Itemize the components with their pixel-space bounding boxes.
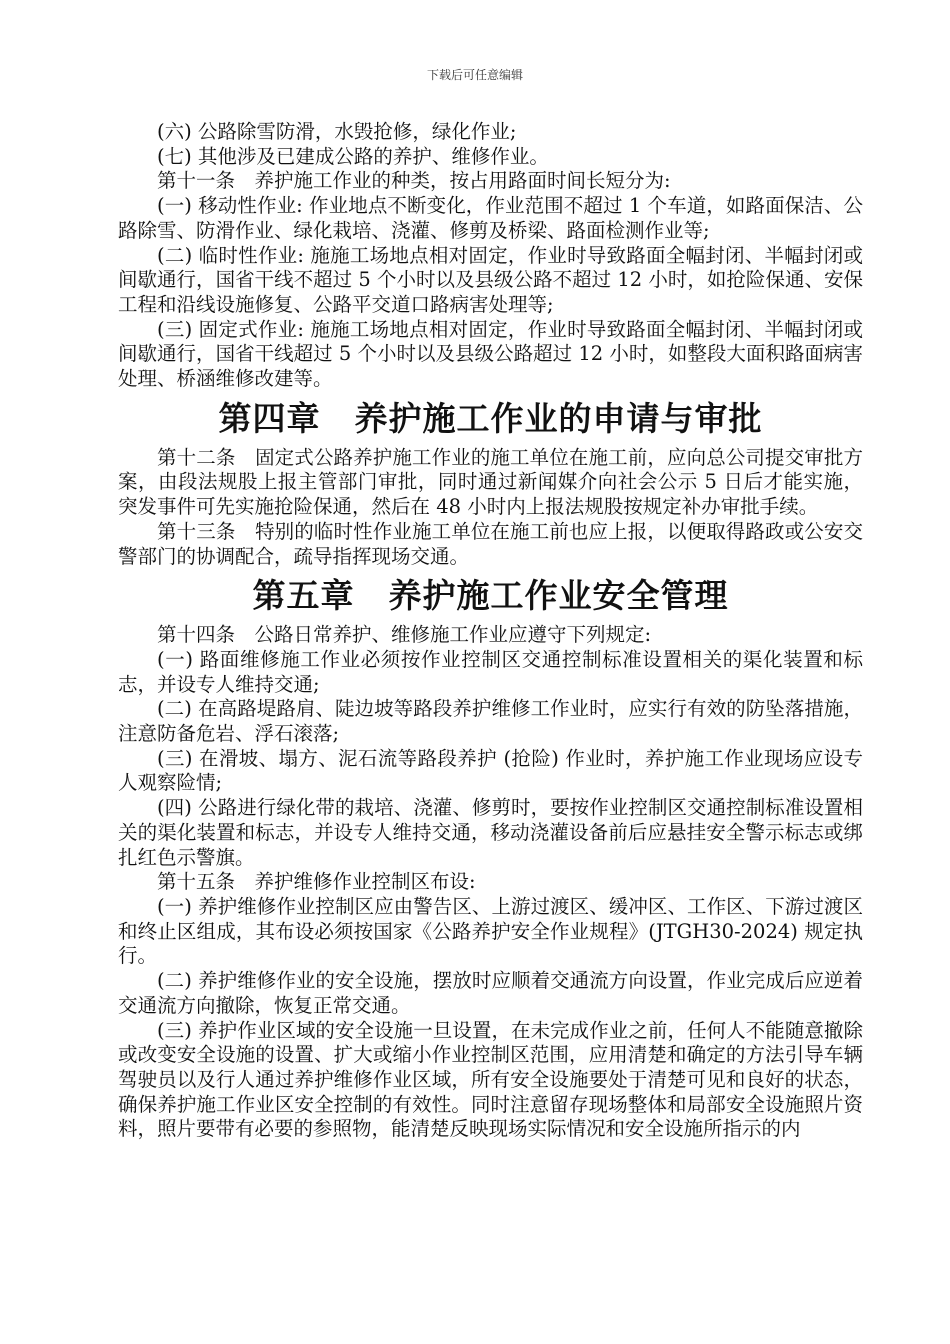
paragraph: (一) 路面维修施工作业必须按作业控制区交通控制标准设置相关的渠化装置和标志，并设专人维持交通; <box>118 647 863 696</box>
paragraph: (七) 其他涉及已建成公路的养护、维修作业。 <box>157 144 549 168</box>
paragraph: 第十二条 固定式公路养护施工作业的施工单位在施工前，应向总公司提交审批方案，由段法规股上报主管部门审批，同时通过新闻媒介向社会公示 5 日后才能实施，突发事件可先实施抢险保通，然后在 48 小时内上报法规股按规定补办审批手续。 <box>118 445 863 519</box>
paragraph: (三) 养护作业区域的安全设施一旦设置，在未完成作业之前，任何人不能随意撤除或改变安全设施的设置、扩大或缩小作业控制区范围，应用清楚和确定的方法引导车辆驾驶员以及行人通过养护维修作业区域，所有安全设施要处于清楚可见和良好的状态，确保养护施工作业区安全控制的有效性。同时注意留存现场整体和局部安全设施照片资料，照片要带有必要的参照物，能清楚反映现场实际情况和安全设施所指示的内 <box>118 1018 863 1141</box>
paragraph: (二) 在高路堤路肩、陡边坡等路段养护维修工作业时，应实行有效的防坠落措施，注意防备危岩、浮石滚落; <box>118 697 863 746</box>
document-body <box>118 120 863 1142</box>
paragraph: (二) 临时性作业: 施施工场地点相对固定，作业时导致路面全幅封闭、半幅封闭或间歇通行，国省干线不超过 5 个小时以及县级公路不超过 12 小时，如抢险保通、安保工程和沿线设施修复、公路平交道口路病害处理等; <box>118 243 863 316</box>
chapter-heading: 第四章 养护施工作业的申请与审批 <box>218 398 763 438</box>
paragraph: (六) 公路除雪防滑，水毁抢修，绿化作业; <box>157 120 517 143</box>
paragraph: (四) 公路进行绿化带的栽培、浇灌、修剪时，要按作业控制区交通控制标准设置相关的渠化装置和标志，并设专人维持交通，移动浇灌设备前后应悬挂安全警示标志或绑扎红色示警旗。 <box>118 796 863 869</box>
paragraph: 第十一条 养护施工作业的种类，按占用路面时间长短分为: <box>157 169 671 193</box>
paragraph: 第十五条 养护维修作业控制区布设: <box>157 870 476 894</box>
page-header: 下载后可任意编辑 <box>426 68 523 82</box>
paragraph: (一) 移动性作业: 作业地点不断变化，作业范围不超过 1 个车道，如路面保洁、公路除雪、防滑作业、绿化栽培、浇灌、修剪及桥梁、路面检测作业等; <box>118 194 863 242</box>
paragraph: (二) 养护维修作业的安全设施，摆放时应顺着交通流方向设置，作业完成后应逆着交通流方向撤除，恢复正常交通。 <box>118 969 863 1017</box>
paragraph: (三) 固定式作业: 施施工场地点相对固定，作业时导致路面全幅封闭、半幅封闭或间歇通行，国省干线超过 5 个小时以及县级公路超过 12 小时，如整段大面积路面病害处理、桥涵维修改建等。 <box>118 317 863 391</box>
paragraph: 第十三条 特别的临时性作业施工单位在施工前也应上报，以便取得路政或公安交警部门的协调配合，疏导指挥现场交通。 <box>118 519 863 568</box>
chapter-heading: 第五章 养护施工作业安全管理 <box>252 576 729 616</box>
paragraph: (三) 在滑坡、塌方、泥石流等路段养护 (抢险) 作业时，养护施工作业现场应设专人观察险情; <box>118 746 863 795</box>
paragraph: (一) 养护维修作业控制区应由警告区、上游过渡区、缓冲区、工作区、下游过渡区和终止区组成，其布设必须按国家《公路养护安全作业规程》(JTGH30-2024) 规定执行。 <box>118 894 863 968</box>
paragraph: 第十四条 公路日常养护、维修施工作业应遵守下列规定: <box>157 623 652 647</box>
